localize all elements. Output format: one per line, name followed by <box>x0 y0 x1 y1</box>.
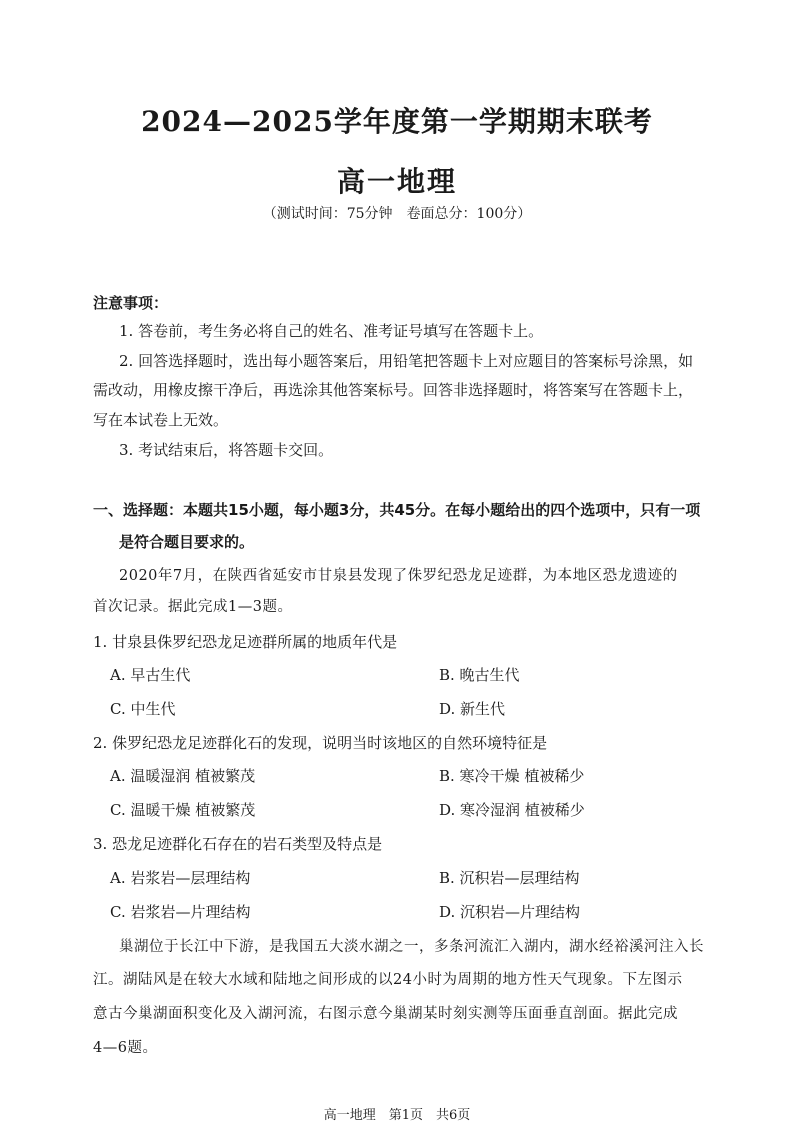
question-1-option-d: D. 新生代 <box>439 700 506 718</box>
passage-2-line-2: 江。湖陆风是在较大水域和陆地之间形成的以24小时为周期的地方性天气现象。下左图示 <box>93 972 683 988</box>
passage-2-line-1: 巢湖位于长江中下游，是我国五大淡水湖之一，多条河流汇入湖内，湖水经裕溪河注入长 <box>119 939 704 955</box>
note-item-2-line-3: 写在本试卷上无效。 <box>93 411 229 429</box>
question-2-option-b: B. 寒冷干燥 植被稀少 <box>439 767 585 785</box>
exam-title: 2024—2025学年度第一学期期末联考 <box>141 105 653 138</box>
question-1-option-b: B. 晚古生代 <box>439 666 520 684</box>
note-item-3: 3. 考试结束后，将答题卡交回。 <box>119 441 334 459</box>
passage-2-line-4: 4—6题。 <box>93 1040 158 1056</box>
question-2-option-a: A. 温暖湿润 植被繁茂 <box>110 767 256 785</box>
note-item-2-line-1: 2. 回答选择题时，选出每小题答案后，用铅笔把答题卡上对应题目的答案标号涂黑，如 <box>119 352 694 370</box>
question-3-option-d: D. 沉积岩—片理结构 <box>439 903 581 921</box>
passage-2-line-3: 意古今巢湖面积变化及入湖河流，右图示意今巢湖某时刻实测等压面垂直剖面。据此完成 <box>93 1006 678 1022</box>
question-1-stem: 1. 甘泉县侏罗纪恐龙足迹群所属的地质年代是 <box>93 633 398 651</box>
question-1-option-a: A. 早古生代 <box>110 666 191 684</box>
question-3-stem: 3. 恐龙足迹群化石存在的岩石类型及特点是 <box>93 835 383 853</box>
question-3-option-b: B. 沉积岩—层理结构 <box>439 869 580 887</box>
note-item-2-line-2: 需改动，用橡皮擦干净后，再选涂其他答案标号。回答非选择题时，将答案写在答题卡上， <box>93 381 694 399</box>
passage-1-line-2: 首次记录。据此完成1—3题。 <box>93 599 293 615</box>
question-3-option-c: C. 岩浆岩—片理结构 <box>110 903 251 921</box>
test-info: （测试时间：75分钟 卷面总分：100分） <box>262 206 532 222</box>
section-1-heading: 一、选择题：本题共15小题，每小题3分，共45分。在每小题给出的四个选项中，只有一项 <box>93 501 701 519</box>
page-footer: 高一地理 第1页 共6页 <box>323 1108 471 1123</box>
question-2-option-c: C. 温暖干燥 植被繁茂 <box>110 801 256 819</box>
question-2-stem: 2. 侏罗纪恐龙足迹群化石的发现，说明当时该地区的自然环境特征是 <box>93 734 548 752</box>
section-1-heading-continued: 是符合题目要求的。 <box>119 533 255 551</box>
notes-heading: 注意事项： <box>93 294 169 312</box>
passage-1-line-1: 2020年7月，在陕西省延安市甘泉县发现了侏罗纪恐龙足迹群，为本地区恐龙遗迹的 <box>119 568 678 584</box>
question-2-option-d: D. 寒冷湿润 植被稀少 <box>439 801 585 819</box>
note-item-1: 1. 答卷前，考生务必将自己的姓名、准考证号填写在答题卡上。 <box>119 322 544 340</box>
question-3-option-a: A. 岩浆岩—层理结构 <box>110 869 251 887</box>
question-1-option-c: C. 中生代 <box>110 700 176 718</box>
subject-title: 高一地理 <box>336 165 457 198</box>
